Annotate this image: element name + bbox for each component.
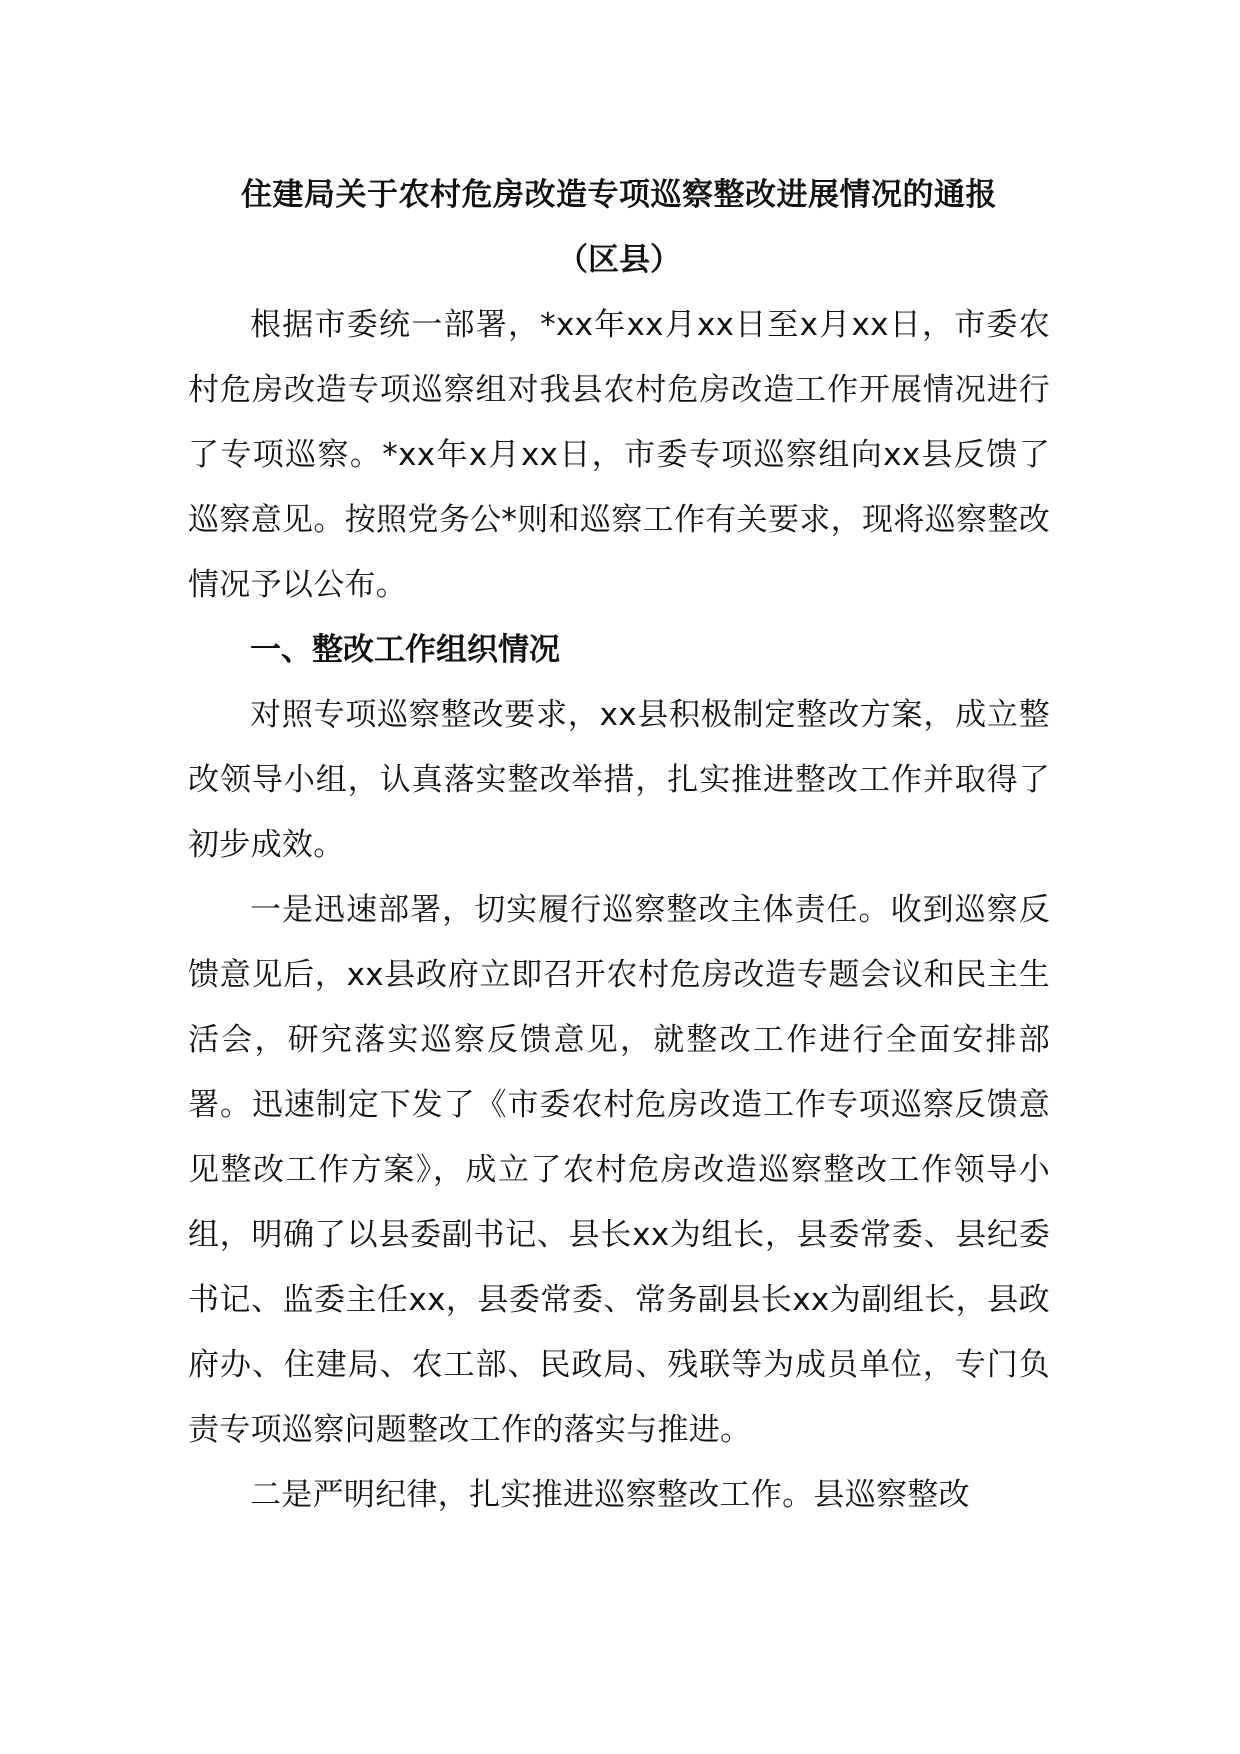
intro-paragraph: 根据市委统一部署，*xx年xx月xx日至x月xx日，市委农村危房改造专项巡察组对我县农村危房改造工作开展情况进行了专项巡察。*xx年x月xx日，市委专项巡察组向xx县反馈了巡察意见。按照党务公*则和巡察工作有关要求，现将巡察整改情况予以公布。 <box>188 307 1050 603</box>
section-paragraph: 二是严明纪律，扎实推进巡察整改工作。县巡察整改 <box>250 1477 970 1513</box>
section-heading: 一、整改工作组织情况 <box>250 632 560 668</box>
document-subtitle: （区县） <box>557 242 681 278</box>
document-title: 住建局关于农村危房改造专项巡察整改进展情况的通报 <box>241 177 997 213</box>
section-paragraph: 一是迅速部署，切实履行巡察整改主体责任。收到巡察反馈意见后，xx县政府立即召开农村危房改造专题会议和民主生活会，研究落实巡察反馈意见，就整改工作进行全面安排部署。迅速制定下发了《市委农村危房改造工作专项巡察反馈意见整改工作方案》，成立了农村危房改造巡察整改工作领导小组，明确了以县委副书记、县长xx为组长，县委常委、县纪委书记、监委主任xx，县委常委、常务副县长xx为副组长，县政府办、住建局、农工部、民政局、残联等为成员单位，专门负责专项巡察问题整改工作的落实与推进。 <box>188 892 1050 1448</box>
document-body <box>188 163 1050 1528</box>
section-paragraph: 对照专项巡察整改要求，xx县积极制定整改方案，成立整改领导小组，认真落实整改举措，扎实推进整改工作并取得了初步成效。 <box>188 697 1050 863</box>
